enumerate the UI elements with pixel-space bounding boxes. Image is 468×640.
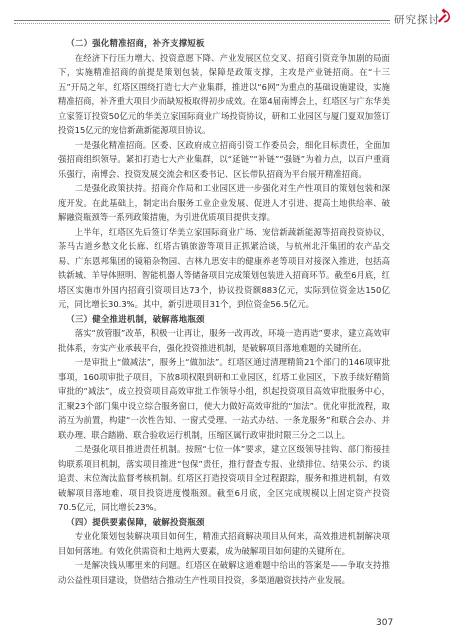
body-paragraph: 二是强化项目推进责任机制。按照“七位一体”要求，建立区级领导挂钩、部门衔接挂钩联系项目机制，落实项目推进“包保”责任，推行督查专报、业绩排位、结果公示、约谈追责、末位淘汰监督考核机制。红塔区打造投资项目全过程跟踪，服务和推进机制，有效破解项目落地难、项目投资进度慢瓶颈。截至6月底，全区完成规模以上固定资产投资70.5亿元，同比增长23%。 [58, 444, 390, 512]
header-dotted-rule [14, 23, 390, 24]
body-paragraph: 一是解决钱从哪里来的问题。红塔区在破解这道难题中给出的答案是——争取支持推动公益性项目建设，贷借结合推动生产性项目投资，多渠道融资扶持产业发展。 [58, 560, 390, 585]
section-title: 研究探讨 [390, 12, 444, 27]
header-rule [14, 20, 390, 21]
body-paragraph: 一是审批上“做减法”，服务上“做加法”。红塔区通过清理精简21个部门的146项审批事项，160项审批子项目，下放8项权限到研和工业园区，红塔工业园区，下放手续好精简审批的“减法”，成立投资项目高效审批工作领导小组，织起投资项目高效审批服务中心，汇聚23个部门集中设立综合服务窗口，使大力做好高效审批的“加法”。优化审批流程，取消互为前置，构建“一次性告知、一窗式受理、一站式办结、一条龙服务”和联合会办、并联办理、联合踏勘、联合验收运行机制，压缩区属行政审批时限三分之二以上。 [58, 357, 390, 440]
page-header [0, 0, 468, 30]
body-paragraph: 二是强化政策扶持。招商介作局和工业园区进一步强化对生产性项目的策划包装和深度开发。在此基础上，制定出台服务工业企业发展、促进人才引进、提高土地供给率、破解融资瓶颈等一系列政策措施，为引进优质项目提供支撑。 [58, 183, 390, 222]
article-body [58, 36, 390, 587]
page-number: 307 [376, 618, 394, 628]
body-paragraph: 落实“放管服”改革，积极一让再让，服务一改再改，环境一造再造”要求，建立高效审批体系，夯实产业承载平台，强化投资推进机制，是破解项目落地难题的关键所在。 [58, 328, 390, 353]
body-paragraph: 上半年，红塔区先后签订华美立家国际商业广场、宠信新蔬新能源等招商投资协议，茶马古道乡愁文化长廊、红塔古镇旅游等项目正抓紧洽谈，与杭州北汗集团的农产品交易、广东恩邦集团的镜箱杂物园、吉林九思安丰的健康养老等项目对接深入推进，包括高铁新城、羊导体照明、智能机器人等储备项目完成策划包装进入招商环节。截至6月底，红塔区实施市外国内招商引资项目达73个，协议投资额883亿元，实际到位资金达150亿元，同比增长30.3%。其中，新引进项目31个，到位资金56.5亿元。 [58, 226, 390, 309]
section-subheading: （三）健全推进机制，破解落地瓶颈 [66, 313, 205, 324]
party-emblem-icon [436, 8, 452, 24]
section-subheading: （二）强化精准招商，补齐支撑短板 [66, 38, 205, 48]
body-paragraph: 专业化策划包装解决项目如何生，精准式招商解决项目从何来，高效推进机制解决项目如何落地。有效化供需资和土地两大要素，成为破解项目如何建的关键所在。 [58, 531, 390, 556]
section-subheading: （四）提供要素保障，破解投资瓶颈 [66, 516, 205, 527]
body-paragraph: 在经济下行压力增大、投资意愿下降、产业发展区位交叉、招商引资竞争加剧的局面下，实施精准招商的前提是策划包装，保障是政策支撑，主攻是产业链招商。在“十三五”开局之年，红塔区围绕打造七大产业集群，推进以“6网”为重点的基础设施建设，实施精准招商，补齐重大项目少而缺短板取得初步成效。在第4届南博会上，红塔区与广东华美立家签订投资50亿元的华美立家国际商业广场投资协议，研和工业园区与厦门夏双加签订投资15亿元的宠信新蔬新能源项目协议。 [58, 52, 390, 135]
body-paragraph: 一是强化精准招商。区委、区政府成立招商引资工作委员会，细化目标责任，全面加强招商组织领导。紧扣打造七大产业集群，以“延链”“补链”“强链”为着力点，以百户重商乐强行，南博会、投资发展交流会和区委书记、区长带队招商为平台展开精准招商。 [58, 139, 390, 179]
